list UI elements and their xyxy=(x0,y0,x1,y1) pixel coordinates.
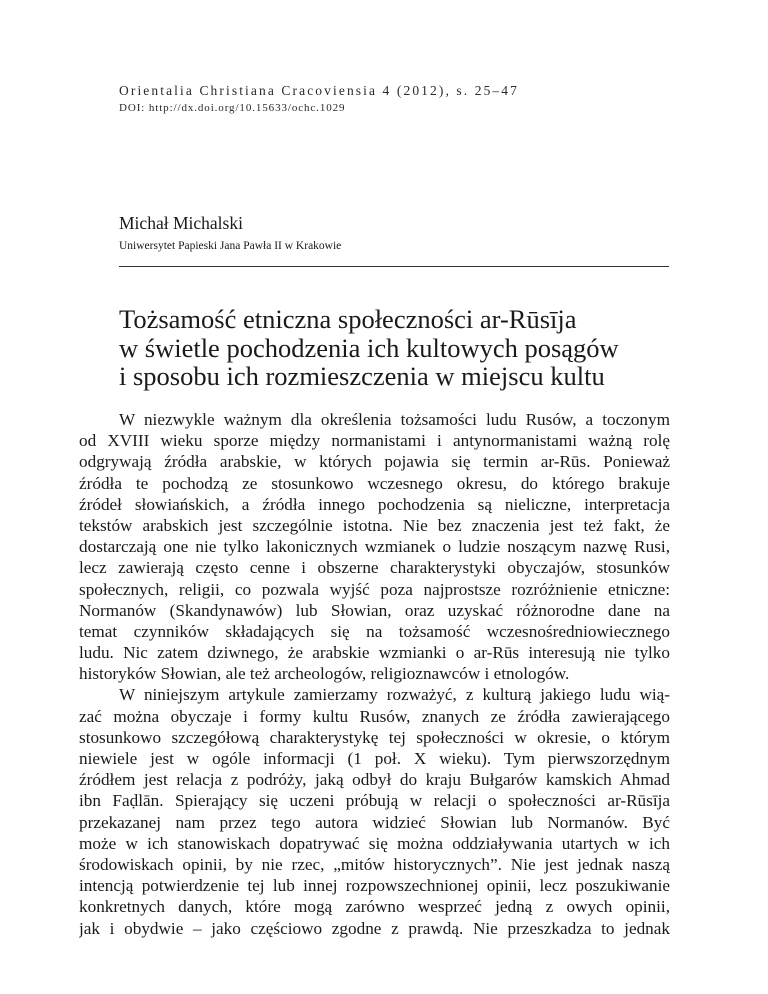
body-line: historyków Słowian, ale też archeologów, religioznawców i etnologów. xyxy=(79,664,570,684)
header-divider xyxy=(119,266,669,267)
journal-citation: Orientalia Christiana Cracoviensia 4 (2012), s. 25–47 xyxy=(119,83,519,98)
body-line: zać można obyczaje i formy kultu Rusów, znanych ze źródła zawierającego xyxy=(79,706,670,726)
body-line: źródłem jest relacja z podróży, jaką odbył do kraju Bułgarów kamskich Ahmad xyxy=(79,770,670,790)
body-line: W niezwykle ważnym dla określenia tożsamości ludu Rusów, a toczonym xyxy=(119,410,670,429)
body-line: stosunkowo szczegółową charakterystykę tej społeczności w okresie, o którym xyxy=(79,727,670,747)
body-line: konkretnych danych, które mogą zarówno wesprzeć jedną z owych opinii, xyxy=(79,897,670,917)
body-line: przekazanej nam przez tego autora widzieć Słowian lub Normanów. Być xyxy=(79,812,670,832)
body-line: intencją potwierdzenie tej lub innej rozpowszechnionej opinii, lecz poszukiwanie xyxy=(79,876,670,896)
author-affiliation: Uniwersytet Papieski Jana Pawła II w Krakowie xyxy=(119,240,342,252)
doi-link[interactable]: DOI: http://dx.doi.org/10.15633/ochc.1029 xyxy=(119,102,346,114)
body-line: temat czynników składających się na tożsamość wczesnośredniowiecznego xyxy=(79,621,670,641)
body-line: jak i obydwie – jako częściowo zgodne z prawdą. Nie przeszkadza to jednak xyxy=(79,918,670,938)
article-title xyxy=(119,305,699,391)
author-name: Michał Michalski xyxy=(119,213,243,233)
body-line: środowiskach opinii, by nie rzec, „mitów historycznych”. Nie jest jednak naszą xyxy=(79,854,670,874)
body-line: społecznych, religii, co pozwala wyjść poza najprostsze rozróżnienie etniczne: xyxy=(79,579,670,599)
body-line: lecz zawierają często cenne i obszerne charakterystyki obyczajów, stosunków xyxy=(79,558,670,578)
title-line: Tożsamość etniczna społeczności ar-Rūsīja xyxy=(119,304,577,334)
body-line: ibn Faḍlān. Spierający się uczeni próbują w relacji o społeczności ar-Rūsīja xyxy=(79,791,670,811)
body-line: niewiele jest w ogóle informacji (1 poł. X wieku). Tym pierwszorzędnym xyxy=(79,749,670,768)
body-line: Normanów (Skandynawów) lub Słowian, oraz uzyskać różnorodne dane na xyxy=(79,600,670,620)
body-line: źródła te pochodzą ze stosunkowo wczesnego okresu, do którego brakuje xyxy=(79,473,670,493)
body-line: źródeł słowiańskich, a źródła innego pochodzenia są nieliczne, interpretacja xyxy=(79,494,670,514)
title-line: w świetle pochodzenia ich kultowych posągów xyxy=(119,332,619,363)
body-line: odgrywają źródła arabskie, w których pojawia się termin ar-Rūs. Ponieważ xyxy=(79,452,670,472)
body-line: W niniejszym artykule zamierzamy rozważyć, z kulturą jakiego ludu wią- xyxy=(119,685,670,705)
body-line: dostarczają one nie tylko lakonicznych wzmianek o ludzie noszącym nazwę Rusi, xyxy=(79,537,670,557)
body-line: od XVIII wieku sporze między normanistami i antynormanistami ważną rolę xyxy=(79,431,670,451)
body-line: tekstów arabskich jest szczególnie istotna. Nie bez znaczenia jest też fakt, że xyxy=(79,515,670,535)
body-line: ludu. Nic zatem dziwnego, że arabskie wzmianki o ar-Rūs interesują nie tylko xyxy=(79,643,670,663)
title-line: i sposobu ich rozmieszczenia w miejscu kultu xyxy=(119,361,605,391)
article-body xyxy=(79,409,670,939)
body-line: może w ich stanowiskach dopatrywać się można oddziaływania utartych w ich xyxy=(79,833,670,853)
